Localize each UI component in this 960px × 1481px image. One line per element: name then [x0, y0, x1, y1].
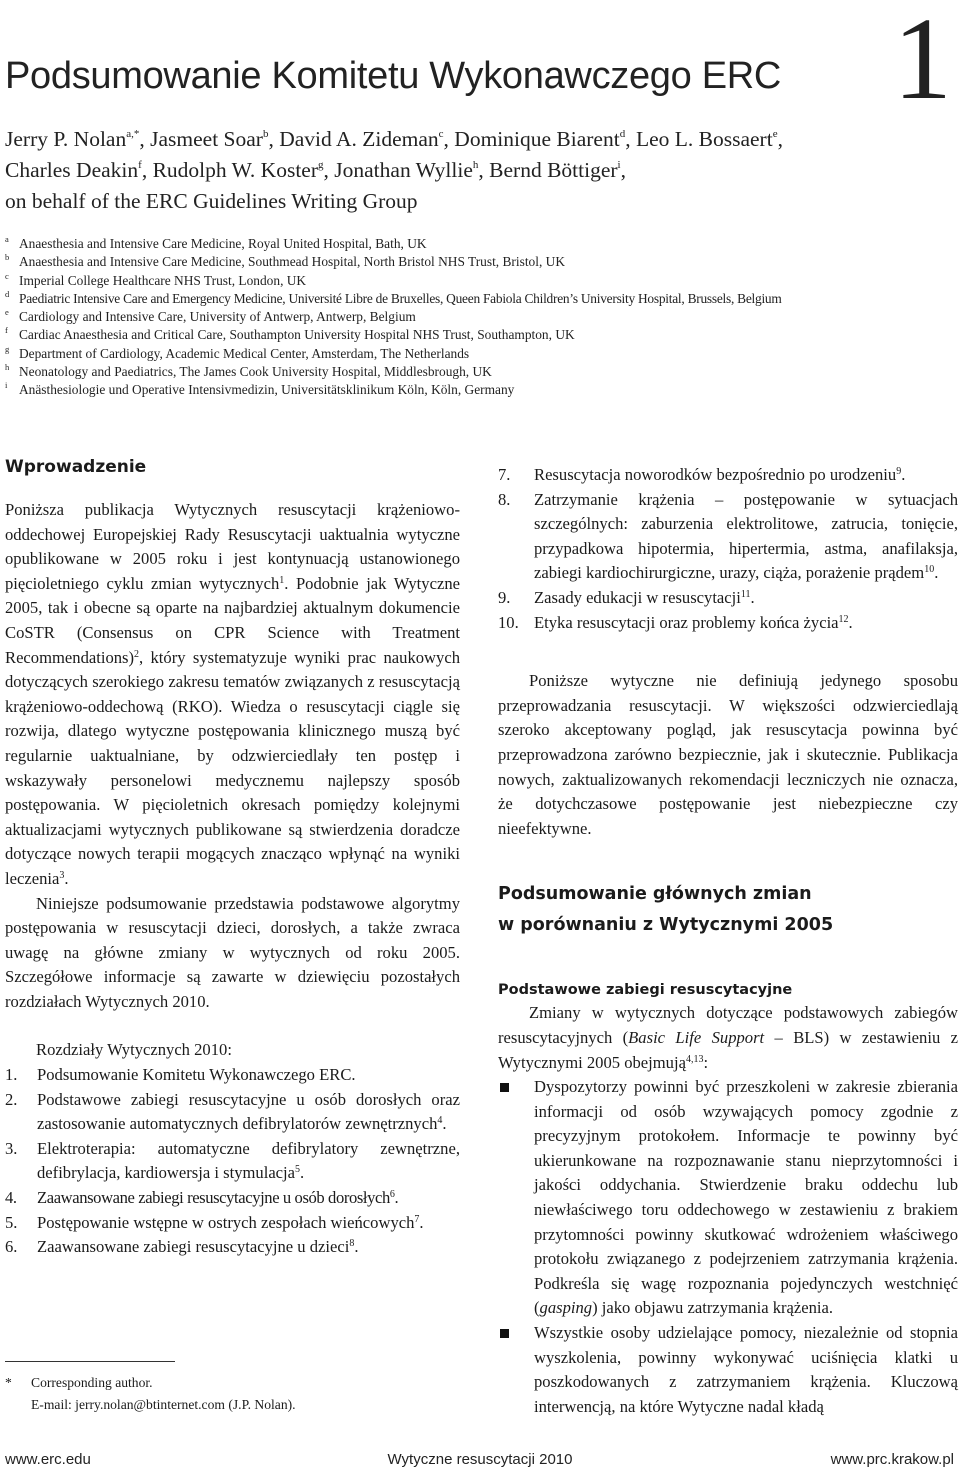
footnote-divider	[5, 1361, 175, 1362]
footer-link-erc[interactable]: www.erc.edu	[5, 1451, 91, 1468]
right-column	[498, 463, 958, 1419]
affiliation: g Department of Cardiology, Academic Medical Center, Amsterdam, The Netherlands	[5, 343, 470, 361]
author: Jonathan Wyllie$^h$,	[334, 158, 490, 182]
author: Jerry P. Nolan$^{a,*}$,	[5, 127, 151, 151]
left-column	[5, 455, 460, 1260]
chapters-list-label: Rozdziały Wytycznych 2010:	[36, 1040, 232, 1060]
list-item: 6. Zaawansowane zabiegi resuscytacyjne u dzieci$^8$.	[5, 1237, 359, 1257]
list-item: Wszystkie osoby udzielające pomocy, niezależnie od stopnia wyszkolenia, powinny wykonywać uciśnięcia klatki u poszkodowanych z zatrzymaniem krążenia. Kluczową interwencją, na które Wytyczne nadal kładą	[498, 1321, 958, 1419]
list-item: 1. Podsumowanie Komitetu Wykonawczego ERC.	[5, 1065, 356, 1085]
list-item: 7. Resuscytacja noworodków bezpośrednio po urodzeniu$^9$.	[498, 465, 906, 484]
author-group: on behalf of the ERC Guidelines Writing Group	[5, 189, 418, 213]
author: Charles Deakin$^f$,	[5, 158, 153, 182]
square-bullet-icon	[500, 1083, 509, 1092]
paragraph: Niniejsze podsumowanie przedstawia podstawowe algorytmy postępowania w resuscytacji dzieci, dorosłych, a także zwraca uwagę na główne zmiany w wytycznych od roku 2005. Szczegółowe informacje są zawarte w dziewięciu pozostałych rozdziałach Wytycznych 2010.	[5, 893, 460, 1011]
paragraph: Zmiany w wytycznych dotyczące podstawowych zabiegów resuscytacyjnych (Basic Life Support – BLS) w zestawieniu z Wytycznymi 2005 obejmują$^{4,13}$:	[498, 1003, 958, 1072]
paragraph: Poniższa publikacja Wytycznych resuscytacji krążeniowo-oddechowej Europejskiej Rady Resuscytacji uaktualnia wytyczne opublikowane w 2005 roku i jest kontynuacją ustanowionego pięcioletniego cyklu zmian wytycznych$^1$. Podobnie jak Wytyczne 2005, tak i obecne są oparte na najbardziej aktualnym dokumencie CoSTR (Consensus on CPR Science with Treatment Recommendations)$^2$, który systematyzuje wyniki prac naukowych dotyczących szerokiego zakresu tematów związanych z resuscytacją krążeniowo-oddechową (RKO). Wiedza o resuscytacji ciągle się rozwija, dlatego wytyczne postępowania klinicznego muszą być regularnie uaktualniane, by odzwierciedlały ten postęp i wskazywały personelowi medycznemu najlepszy sposób postępowania. W pięcioletnich okresach pomiędzy kolejnymi aktualizacjami wytycznych publikowane są stwierdzenia doradcze dotyczące nowych terapii mogących znacząco wpłynąć na wyniki leczenia$^3$.	[5, 500, 460, 888]
affiliation: b Anaesthesia and Intensive Care Medicine, Southmead Hospital, North Bristol NHS Trust, Bristol, UK	[5, 252, 565, 270]
affiliation: a Anaesthesia and Intensive Care Medicine, Royal United Hospital, Bath, UK	[5, 234, 427, 251]
affiliations	[5, 236, 955, 401]
affiliation: f Cardiac Anaesthesia and Critical Care, Southampton University Hospital NHS Trust, Southampton, UK	[5, 325, 575, 343]
author: Jasmeet Soar$^b$,	[150, 127, 280, 151]
list-item: 10. Etyka resuscytacji oraz problemy końca życia$^{12}$.	[498, 612, 853, 632]
footer-link-prc[interactable]: www.prc.krakow.pl	[830, 1451, 954, 1468]
list-item: 8. Zatrzymanie krążenia – postępowanie w sytuacjach szczególnych: zaburzenia elektrolitowe, zatrucia, tonięcie, przypadkowa hipotermia, hipertermia, astma, anafilaksja, zabiegi kardiochirurgiczne, urazy, ciąża, porażenie prądem$^{10}$.	[498, 489, 958, 583]
affiliation: c Imperial College Healthcare NHS Trust, London, UK	[5, 270, 307, 288]
list-item: 3. Elektroterapia: automatyczne defibrylatory zewnętrzne, defibrylacja, kardiowersja i stymulacja$^5$.	[5, 1138, 460, 1183]
bls-changes-list	[498, 1075, 958, 1419]
footer-publication: Wytyczne resuscytacji 2010	[387, 1451, 573, 1468]
chapters-list-continued	[498, 463, 958, 635]
list-item: 5. Postępowanie wstępne w ostrych zespołach wieńcowych$^7$.	[5, 1212, 424, 1232]
section-heading-introduction: Wprowadzenie	[5, 457, 147, 477]
subsection-heading-bls: Podstawowe zabiegi resuscytacyjne	[498, 982, 793, 999]
author-list	[5, 124, 885, 217]
chapter-number: 1	[893, 0, 952, 124]
square-bullet-icon	[500, 1329, 509, 1338]
author: Dominique Biarent$^d$,	[454, 127, 636, 151]
affiliation: e Cardiology and Intensive Care, University of Antwerp, Antwerp, Belgium	[5, 307, 416, 325]
list-item: 9. Zasady edukacji w resuscytacji$^{11}$.	[498, 587, 755, 607]
affiliation: i Anästhesiologie und Operative Intensivmedizin, Universitätsklinikum Köln, Köln, Germany	[5, 380, 515, 398]
list-item: 2. Podstawowe zabiegi resuscytacyjne u osób dorosłych oraz zastosowanie automatycznych defibrylatorów zewnętrznych$^4$.	[5, 1089, 460, 1134]
paragraph: Poniższe wytyczne nie definiują jedynego sposobu przeprowadzania resuscytacji. W większości odzwierciedlają szeroko akceptowany pogląd, jak resuscytacja powinna być przeprowadzona zarówno bezpiecznie, jak i skutecznie. Publikacja nowych, zaktualizowanych rekomendacji leczniczych nie oznacza, że dotychczasowe postępowanie jest niebezpieczne czy nieefektywne.	[498, 671, 958, 838]
author: Leo L. Bossaert$^e$,	[635, 127, 783, 151]
affiliation: h Neonatology and Paediatrics, The James Cook University Hospital, Middlesbrough, UK	[5, 362, 492, 380]
list-item: 4. Zaawansowane zabiegi resuscytacyjne u osób dorosłych$^6$.	[5, 1188, 399, 1208]
list-item: Dyspozytorzy powinni być przeszkoleni w zakresie zbierania informacji od osób wzywających pomocy zgodnie z precyzyjnym protokołem. Informacje te powinny być ukierunkowane na rozpoznawanie stanu nieprzytomności i jakości oddychania. Stwierdzenie braku oddechu lub niewłaściwego toru oddechowego w zestawieniu z brakiem przytomności powinny skutkować wdrożeniem właściwego protokołu związanego z podejrzeniem zatrzymania krążenia. Podkreśla się wagę rozpoznania pojedynczych westchnięć (gasping) jako objawu zatrzymania krążenia.	[498, 1075, 958, 1321]
page-title: Podsumowanie Komitetu Wykonawczego ERC	[5, 55, 782, 97]
author: Bernd Böttiger$^i$,	[489, 158, 626, 182]
chapters-list	[5, 1063, 460, 1260]
author: David A. Zideman$^c$,	[279, 127, 455, 151]
author: Rudolph W. Koster$^g$,	[152, 158, 335, 182]
section-heading-summary: Podsumowanie głównych zmian w porównaniu z Wytycznymi 2005	[498, 884, 834, 936]
affiliation: d Paediatric Intensive Care and Emergency Medicine, Université Libre de Bruxelles, Queen Fabiola Children’s University Hospital, Brussels, Belgium	[5, 288, 782, 306]
footnote: * Corresponding author. E-mail: jerry.nolan@btinternet.com (J.P. Nolan).	[5, 1375, 296, 1412]
